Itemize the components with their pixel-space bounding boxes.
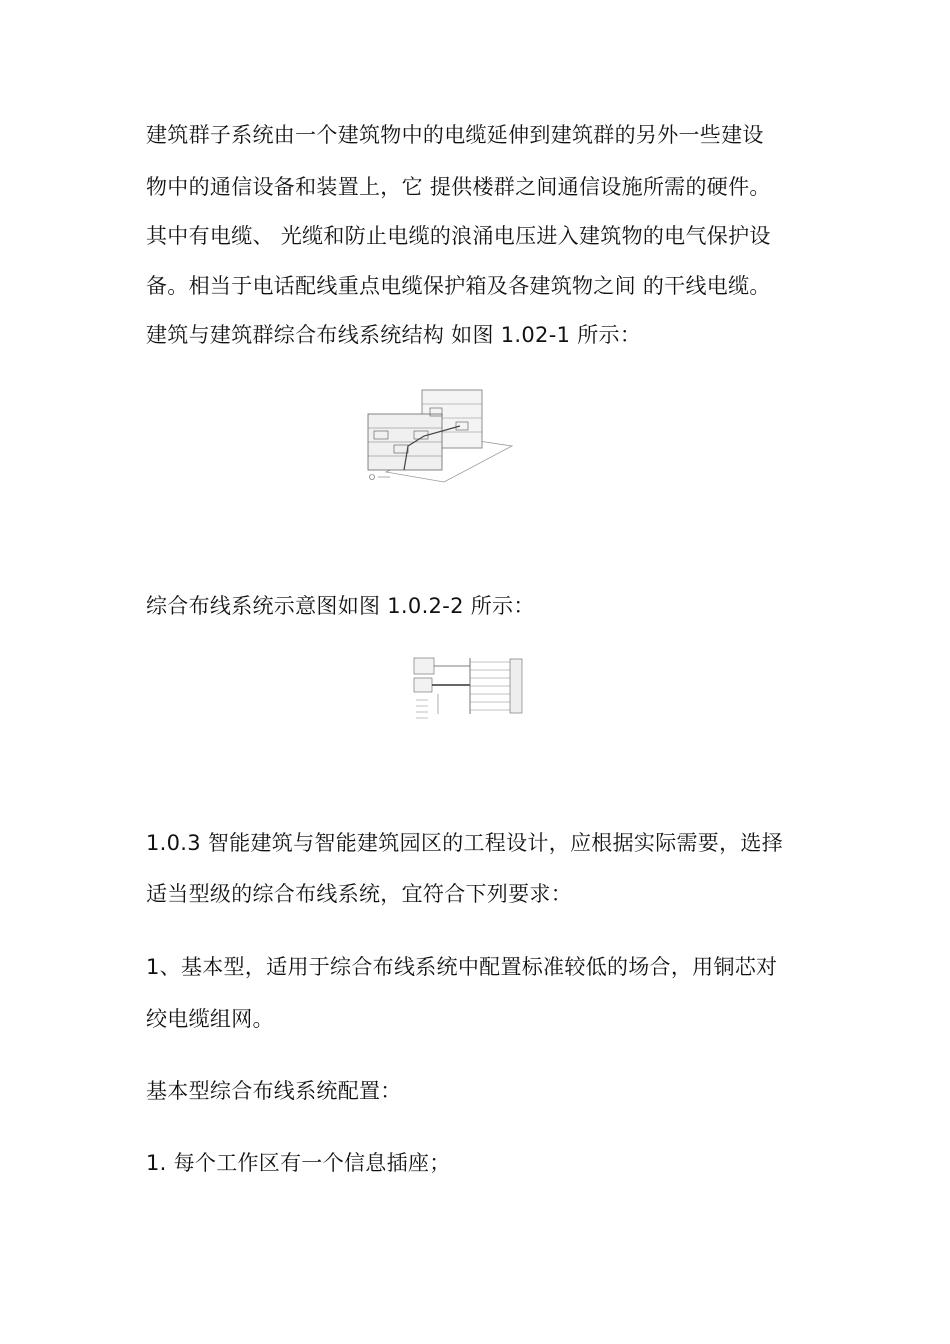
text-line-list-item-1: 1. 每个工作区有一个信息插座； — [146, 1151, 451, 1175]
text-line: 绞电缆组网。 — [146, 1007, 274, 1031]
text-line: 建筑群子系统由一个建筑物中的电缆延伸到建筑群的另外一些建设 — [146, 123, 764, 147]
cabling-schematic-figure — [410, 654, 526, 722]
text-line-basic-config-heading: 基本型综合布线系统配置： — [146, 1079, 402, 1103]
text-line: 适当型级的综合布线系统，宜符合下列要求： — [146, 882, 572, 906]
text-line: 1.0.3 智能建筑与智能建筑园区的工程设计，应根据实际需要，选择 — [146, 831, 784, 855]
text-line: 1、基本型，适用于综合布线系统中配置标准较低的场合，用铜芯对 — [146, 955, 778, 979]
text-line: 备。相当于电话配线重点电缆保护箱及各建筑物之间 的干线电缆。 — [146, 274, 771, 298]
text-line-figure2-caption: 综合布线系统示意图如图 1.0.2-2 所示： — [146, 594, 535, 618]
text-line: 其中有电缆、 光缆和防止电缆的浪涌电压进入建筑物的电气保护设 — [146, 224, 771, 248]
text-line: 建筑与建筑群综合布线系统结构 如图 1.02-1 所示： — [146, 323, 642, 347]
text-line: 物中的通信设备和装置上，它 提供楼群之间通信设施所需的硬件。 — [146, 175, 771, 199]
building-structure-figure — [364, 386, 514, 486]
